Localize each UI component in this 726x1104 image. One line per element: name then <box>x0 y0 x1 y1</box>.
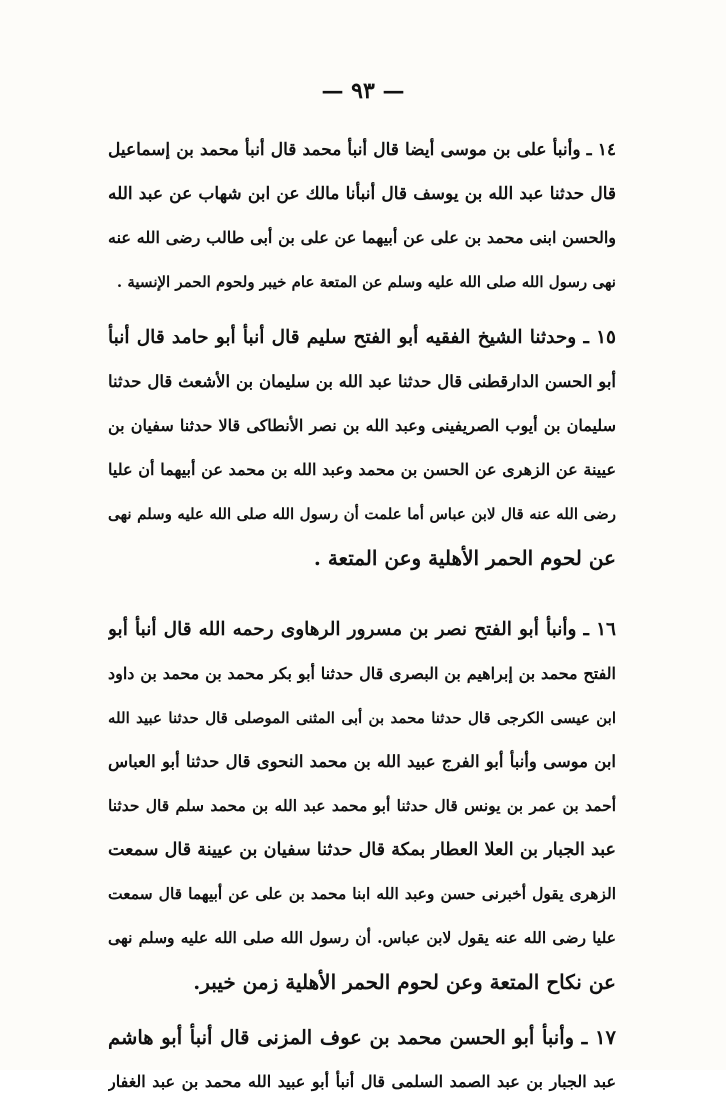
text-line: والحسن ابنى محمد بن على عن أبيهما عن على بن أبى طالب رضى الله عنه <box>108 228 616 247</box>
text-line: عيينة عن الزهرى عن الحسن بن محمد وعبد الله بن محمد عن أبيهما أن عليا <box>108 460 616 479</box>
text-line: الزهرى يقول أخبرنى حسن وعبد الله ابنا محمد بن على عن أبيهما قال سمعت <box>108 884 616 903</box>
text-line: عبد الجبار بن العلا العطار بمكة قال حدثنا سفيان بن عيينة قال سمعت <box>108 840 616 860</box>
page-body <box>108 128 616 1104</box>
text-line: ١٦ ـ وأنبأ أبو الفتح نصر بن مسرور الرهاوى رحمه الله قال أنبأ أبو <box>108 619 616 640</box>
text-line: ابن موسى وأنبأ أبو الفرج عبيد الله بن محمد النحوى قال حدثنا أبو العباس <box>108 752 616 771</box>
text-line: ١٥ ـ وحدثنا الشيخ الفقيه أبو الفتح سليم قال أنبأ أبو حامد قال أنبأ <box>108 327 616 348</box>
paragraph-16 <box>108 608 616 1004</box>
paragraph-17 <box>108 1016 616 1104</box>
text-line: سليمان بن أيوب الصريفينى وعبد الله بن نصر الأنطاكى قالا حدثنا سفيان بن <box>108 416 616 435</box>
paragraph-14 <box>108 128 616 304</box>
text-line: الفتح محمد بن إبراهيم بن البصرى قال حدثنا أبو بكر محمد بن محمد بن داود <box>108 664 616 683</box>
text-line: ١٤ ـ وأنبأ على بن موسى أيضا قال أنبأ محمد قال أنبأ محمد بن إسماعيل <box>108 140 616 160</box>
text-line: عليا رضى الله عنه يقول لابن عباس. أن رسول الله صلى الله عليه وسلم نهى <box>108 928 616 947</box>
text-line: أبو الحسن الدارقطنى قال حدثنا عبد الله بن سليمان بن الأشعث قال حدثنا <box>108 372 616 391</box>
text-line: عن لحوم الحمر الأهلية وعن المتعة . <box>313 546 616 570</box>
text-line: نهى رسول الله صلى الله عليه وسلم عن المتعة عام خيبر ولحوم الحمر الإنسية . <box>116 273 616 291</box>
page-number: — ٩٣ — <box>321 78 405 104</box>
text-line: رضى الله عنه قال لابن عباس أما علمت أن رسول الله صلى الله عليه وسلم نهى <box>108 505 616 523</box>
text-line: عن نكاح المتعة وعن لحوم الحمر الأهلية زمن خيبر. <box>193 970 616 994</box>
text-line: أحمد بن عمر بن يونس قال حدثنا أبو محمد عبد الله بن محمد سلم قال حدثنا <box>108 796 616 815</box>
paragraph-15 <box>108 316 616 580</box>
text-line: ابن عيسى الكرجى قال حدثنا محمد بن أبى المثنى الموصلى قال حدثنا عبيد الله <box>108 709 616 727</box>
text-line: عبد الجبار بن عبد الصمد السلمى قال أنبأ أبو عبيد الله محمد بن عبد الغفار <box>108 1072 616 1091</box>
text-line: قال حدثنا عبد الله بن يوسف قال أنبأنا مالك عن ابن شهاب عن عبد الله <box>108 184 616 204</box>
text-line: ١٧ ـ وأنبأ أبو الحسن محمد بن عوف المزنى قال أنبأ أبو هاشم <box>108 1026 616 1049</box>
